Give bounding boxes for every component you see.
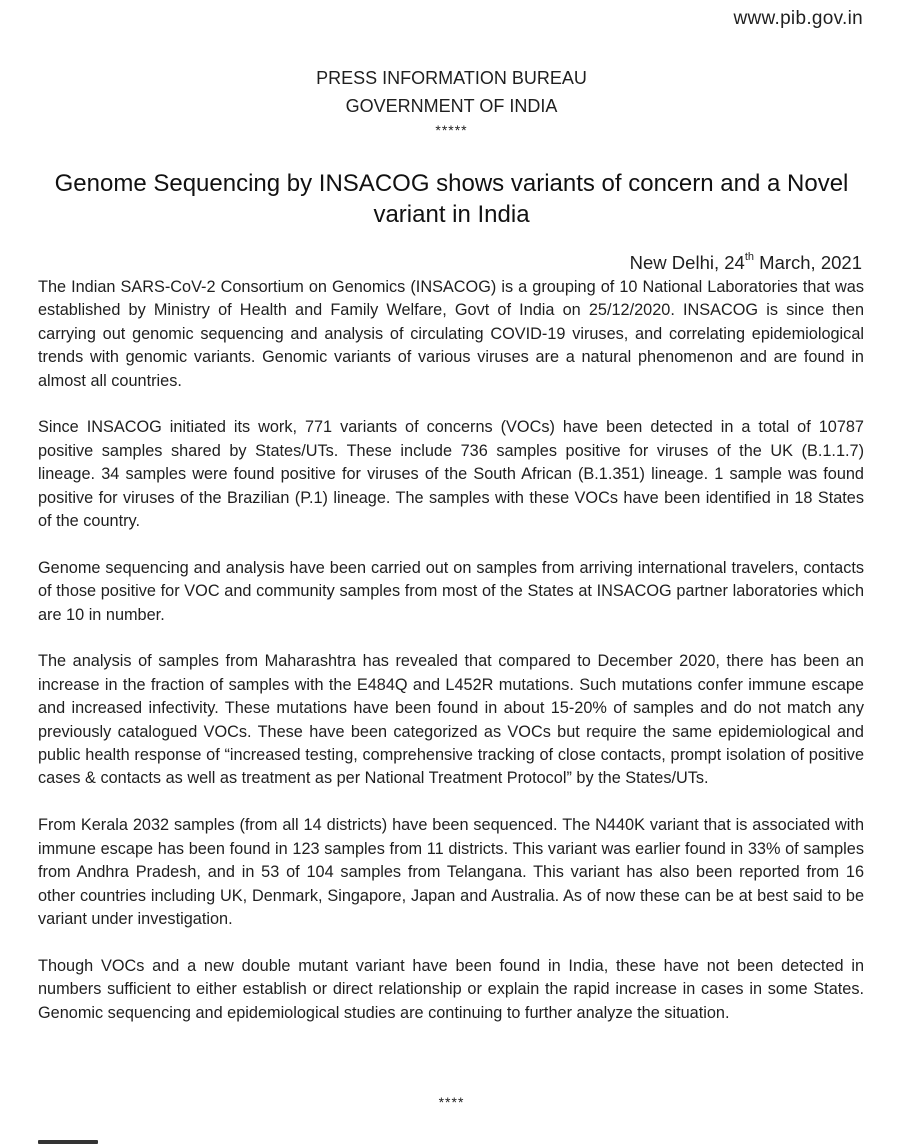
paragraph: Since INSACOG initiated its work, 771 variants of concerns (VOCs) have been detected in a total of 10787 positive samples shared by States/UTs. These include 736 samples positive for viruses of the UK (B.1.1.7) lineage. 34 samples were found positive for viruses of the South African (B.1.351) lineage. 1 sample was found positive for viruses of the Brazilian (P.1) lineage. The samples with these VOCs have been identified in 18 States of the country. <box>38 418 864 531</box>
paragraph: The Indian SARS-CoV-2 Consortium on Genomics (INSACOG) is a grouping of 10 National Laboratories that was established by Ministry of Health and Family Welfare, Govt of India on 25/12/2020. INSACOG is since then carrying out genomic sequencing and analysis of circulating COVID-19 viruses, and correlating epidemiological trends with genomic variants. Genomic variants of various viruses are a natural phenomenon and are found in almost all countries. <box>38 278 864 390</box>
release-title: Genome Sequencing by INSACOG shows variants of concern and a Novel variant in India <box>54 170 849 228</box>
dateline <box>630 252 862 274</box>
site-url: www.pib.gov.in <box>733 8 863 29</box>
date-rest: March, 2021 <box>754 252 862 273</box>
org-header <box>0 64 903 140</box>
date-suffix: th <box>744 251 755 263</box>
end-separator: **** <box>438 1094 465 1110</box>
paragraph: Genome sequencing and analysis have been carried out on samples from arriving international travelers, contacts of those positive for VOC and community samples from most of the States at INSACOG partner laboratories which are 10 in number. <box>38 558 864 624</box>
org-separator: ***** <box>435 122 468 138</box>
footer-initials-cropped <box>38 1138 102 1148</box>
paragraph: From Kerala 2032 samples (from all 14 districts) have been sequenced. The N440K variant that is associated with immune escape has been found in 123 samples from 11 districts. This variant was earlier found in 33% of samples from Andhra Pradesh, and in 53 of 104 samples from Telangana. This variant has also been reported from 16 other countries including UK, Denmark, Singapore, Japan and Australia. As of now these can be at best said to be variant under investigation. <box>38 816 864 928</box>
paragraph: Though VOCs and a new double mutant variant have been found in India, these have not been detected in numbers sufficient to either establish or direct relationship or explain the rapid increase in cases in some States. Genomic sequencing and epidemiological studies are continuing to further analyze the situation. <box>38 956 864 1022</box>
paragraph: The analysis of samples from Maharashtra has revealed that compared to December 2020, there has been an increase in the fraction of samples with the E484Q and L452R mutations. Such mutations confer immune escape and increased infectivity. These mutations have been found in about 15-20% of samples and do not match any previously catalogued VOCs. These have been categorized as VOCs but require the same epidemiological and public health response of “increased testing, comprehensive tracking of close contacts, prompt isolation of positive cases & contacts as well as treatment as per National Treatment Protocol” by the States/UTs. <box>38 652 864 788</box>
org-name: PRESS INFORMATION BUREAU <box>316 68 587 88</box>
org-government: GOVERNMENT OF INDIA <box>345 96 558 116</box>
date-place: New Delhi, 24 <box>629 252 745 273</box>
release-body <box>38 276 864 1048</box>
